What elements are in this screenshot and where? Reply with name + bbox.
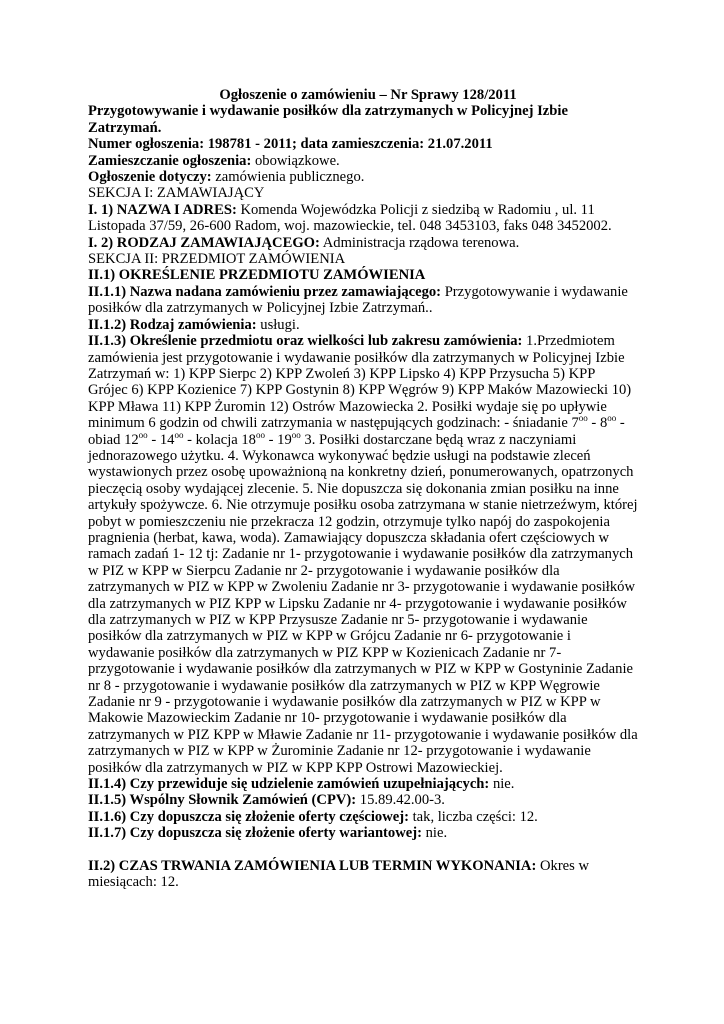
concerns-label: Ogłoszenie dotyczy: <box>88 169 212 186</box>
posting-value: obowiązkowe. <box>251 152 340 169</box>
ii15-row <box>88 792 648 808</box>
ii13-line-6-b: - 8 <box>587 415 608 432</box>
paragraph-gap <box>88 842 648 858</box>
ii13-line-22: nr 8 - przygotowanie i wydawanie posiłków dla zatrzymanych w PIZ w KPP Węgrowie <box>88 677 600 694</box>
concerns-row <box>88 169 648 185</box>
ii14-label: II.1.4) Czy przewiduje się udzielenie zamówień uzupełniających: <box>88 776 490 793</box>
subject-line-2 <box>88 120 648 136</box>
ii13-line-14: ramach zadań 1- 12 tj: Zadanie nr 1- przygotowanie i wydawanie posiłków dla zatrzymanych <box>88 546 634 563</box>
contracting-type-label: I. 2) RODZAJ ZAMAWIAJĄCEGO: <box>88 234 320 251</box>
subject-text-2: Zatrzymań. <box>88 119 162 136</box>
ii13-line-7-c: - kolacja 18 <box>183 431 256 448</box>
ii13-line-26: zatrzymanych w PIZ w KPP w Żurominie Zadanie nr 12- przygotowanie i wydawanie <box>88 743 591 760</box>
ii11-row-2: posiłków dla zatrzymanych w Policyjnej Izbie Zatrzymań.. <box>88 300 433 317</box>
ii13-row <box>88 333 648 349</box>
ii15-value: 15.89.42.00-3. <box>356 792 445 809</box>
ii13-line-20: wydawanie posiłków dla zatrzymanych w PIZ KPP w Kozienicach Zadanie nr 7- <box>88 644 562 661</box>
ii11-label: II.1.1) Nazwa nadana zamówieniu przez zamawiającego: <box>88 283 442 300</box>
ii13-line-15: w PIZ w KPP w Sierpcu Zadanie nr 2- przygotowanie i wydawanie posiłków dla <box>88 562 560 579</box>
ii13-line-18: dla zatrzymanych w PIZ w KPP Przysusze Zadanie nr 5- przygotowanie i wydawanie <box>88 612 588 628</box>
ii13-line-9: wystawionych przez osobę upoważnioną na konkretny dzień, ponumerowanych, opatrzonych <box>88 464 634 481</box>
posting-label: Zamieszczanie ogłoszenia: <box>88 152 252 169</box>
ii11-value-1: Przygotowywanie i wydawanie <box>441 283 628 300</box>
ii16-row <box>88 809 648 825</box>
dinner-start-sup: oo <box>255 429 265 440</box>
ii13-line-19: posiłków dla zatrzymanych w PIZ w KPP w Grójcu Zadanie nr 6- przygotowanie i <box>88 628 571 645</box>
dinner-end-sup: oo <box>291 429 301 440</box>
posting-row <box>88 153 648 169</box>
ii13-line-24: Makowie Mazowieckim Zadanie nr 10- przygotowanie i wydawanie posiłków dla <box>88 710 567 727</box>
ii14-row <box>88 776 648 792</box>
document-content <box>88 87 648 891</box>
name-address-label: I. 1) NAZWA I ADRES: <box>88 201 237 218</box>
ii13-line-10: pieczęcią osoby wydającej zlecenie. 5. Nie dopuszcza się dokonania zmian posiłku na inne <box>88 480 619 497</box>
ii13-line-11: artykuły spożywcze. 6. Nie otrzymuje posiłku osoba zatrzymana w stanie nietrzeźwym, której <box>88 497 638 514</box>
ii13-line-17: dla zatrzymanych w PIZ KPP w Lipsku Zadanie nr 4- przygotowanie i wydawanie posiłków <box>88 595 627 612</box>
lunch-start-sup: oo <box>138 429 148 440</box>
ii13-line-7 <box>88 429 648 448</box>
breakfast-end-sup: oo <box>607 413 617 424</box>
ii16-label: II.1.6) Czy dopuszcza się złożenie oferty częściowej: <box>88 808 409 825</box>
ii13-label: II.1.3) Określenie przedmiotu oraz wielkości lub zakresu zamówienia: <box>88 333 523 350</box>
ii13-line-7-e: 3. Posiłki dostarczane będą wraz z naczyniami <box>300 431 577 448</box>
ii2-label: II.2) CZAS TRWANIA ZAMÓWIENIA LUB TERMIN WYKONANIA: <box>88 857 537 874</box>
ii13-line-23: Zadanie nr 9 - przygotowanie i wydawanie posiłków dla zatrzymanych w PIZ w KPP w <box>88 694 601 711</box>
ii13-line-27: posiłków dla zatrzymanych w PIZ w KPP KPP Ostrowi Mazowieckiej. <box>88 759 503 776</box>
ii13-line-16: zatrzymanych w PIZ w KPP w Zwoleniu Zadanie nr 3- przygotowanie i wydawanie posiłków <box>88 579 635 596</box>
ii1-heading <box>88 267 648 283</box>
contracting-type-value: Administracja rządowa terenowa. <box>319 234 520 251</box>
ii13-line-25: zatrzymanych w PIZ KPP w Mławie Zadanie nr 11- przygotowanie i wydawanie posiłków dla <box>88 726 638 743</box>
ii1-heading-text: II.1) OKREŚLENIE PRZEDMIOTU ZAMÓWIENIA <box>88 267 426 284</box>
name-address-value-1: Komenda Wojewódzka Policji z siedzibą w Radomiu , ul. 11 <box>236 201 595 218</box>
ii13-value-1: 1.Przedmiotem <box>522 333 615 350</box>
contracting-type-row <box>88 235 648 251</box>
ii13-line-7-b: - 14 <box>147 431 175 448</box>
ii2-row-2: miesiącach: 12. <box>88 874 179 891</box>
ii13-line-12: pobyt w pomieszczeniu nie przekracza 12 godzin, otrzymuje tylko napój do zaspokojenia <box>88 513 610 530</box>
subject-text-1: Przygotowywanie i wydawanie posiłków dla zatrzymanych w Policyjnej Izbie <box>88 103 568 120</box>
ii15-label: II.1.5) Wspólny Słownik Zamówień (CPV): <box>88 792 357 809</box>
name-address-row <box>88 202 648 218</box>
ii13-line-5: KPP Mława 11) KPP Żuromin 12) Ostrów Mazowiecka 2. Posiłki wydaje się po upływie <box>88 398 607 415</box>
ii13-line-4: Grójec 6) KPP Kozienice 7) KPP Gostynin 8) KPP Węgrów 9) KPP Maków Mazowiecki 10) <box>88 382 632 399</box>
ii12-value: usługi. <box>256 316 300 333</box>
announcement-number <box>88 136 648 152</box>
breakfast-start-sup: oo <box>578 413 588 424</box>
ii13-line-13: pragnienia (herbat, kawa, woda). Zamawiający dopuszcza składania ofert częściowych w <box>88 529 610 546</box>
subject-line-1 <box>88 103 648 119</box>
name-address-row-2: Listopada 37/59, 26-600 Radom, woj. mazowieckie, tel. 048 3453103, faks 048 3452002. <box>88 218 612 235</box>
ii13-line-21: przygotowanie i wydawanie posiłków dla zatrzymanych w PIZ w KPP w Gostyninie Zadanie <box>88 661 633 678</box>
ii13-line-8: jednorazowego użytku. 4. Wykonawca wykonywać będzie usługi na podstawie zleceń <box>88 447 591 464</box>
ii17-value: nie. <box>421 825 448 842</box>
ii13-line-7-a: obiad 12 <box>88 431 139 448</box>
concerns-value: zamówienia publicznego. <box>211 169 365 186</box>
ii13-line-7-d: - 19 <box>264 431 292 448</box>
ii13-line-2: zamówienia jest przygotowanie i wydawanie posiłków dla zatrzymanych w Policyjnej Izbie <box>88 349 625 366</box>
announcement-number-text: Numer ogłoszenia: 198781 - 2011; data zamieszczenia: 21.07.2011 <box>88 136 493 153</box>
ii12-row <box>88 317 648 333</box>
ii16-value: tak, liczba części: 12. <box>408 808 538 825</box>
ii13-line-6-a: minimum 6 godzin od chwili zatrzymania w następujących godzinach: - śniadanie 7 <box>88 415 579 432</box>
ii17-label: II.1.7) Czy dopuszcza się złożenie oferty wariantowej: <box>88 825 422 842</box>
section-1-heading: SEKCJA I: ZAMAWIAJĄCY <box>88 185 265 202</box>
ii2-row <box>88 858 648 874</box>
document-title: Ogłoszenie o zamówieniu – Nr Sprawy 128/2011 <box>219 87 517 103</box>
ii12-label: II.1.2) Rodzaj zamówienia: <box>88 316 257 333</box>
ii17-row <box>88 825 648 841</box>
ii13-line-3: Zatrzymań w: 1) KPP Sierpc 2) KPP Zwoleń 3) KPP Lipsko 4) KPP Przysucha 5) KPP <box>88 365 596 382</box>
ii13-line-6-c: - <box>616 415 625 432</box>
lunch-end-sup: oo <box>174 429 184 440</box>
ii13-line-6 <box>88 415 648 431</box>
section-2-heading: SEKCJA II: PRZEDMIOT ZAMÓWIENIA <box>88 251 346 268</box>
ii2-value-1: Okres w <box>536 857 590 874</box>
ii14-value: nie. <box>489 776 515 793</box>
ii11-row <box>88 284 648 300</box>
